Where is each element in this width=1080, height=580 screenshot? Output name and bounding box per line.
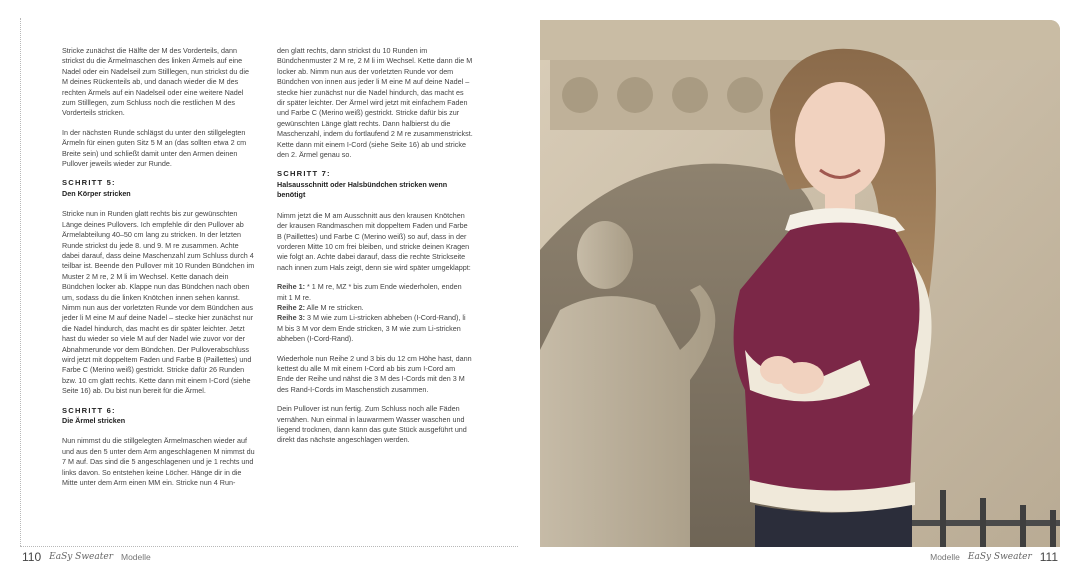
section-label: Modelle xyxy=(930,552,960,562)
row-label: Reihe 3: xyxy=(277,313,305,323)
model-photo xyxy=(540,20,1060,547)
step-title: Halsausschnitt oder Halsbündchen stricken wenn benötigt xyxy=(277,179,448,200)
row-text: * 1 M re, MZ * bis zum Ende wiederholen, enden mit 1 M re. xyxy=(277,282,462,302)
page-number: 110 xyxy=(22,550,42,564)
folio-left xyxy=(22,550,151,564)
photo-illustration xyxy=(540,20,1060,547)
step-heading: SCHRITT 5: xyxy=(62,178,116,188)
step-title: Den Körper stricken xyxy=(62,188,131,198)
paragraph: Nun nimmst du die stillgelegten Ärmelmaschen wieder auf und aus den 5 unter dem Arm angeschlagenen M nimmst du 7 M auf. Das sind die 5 angeschlagenen und je 1 rechts und links davon. So entstehen keine Löcher. Hänge dir in die Mitte unter dem Arm einen MM ein. Stricke nun 4 Run- xyxy=(62,436,255,488)
folio-right xyxy=(930,550,1058,564)
row-label: Reihe 1: xyxy=(277,282,305,292)
row-text: Alle M re stricken. xyxy=(304,302,364,312)
dotted-border-bottom xyxy=(20,546,518,547)
row-text: 3 M wie zum Li-stricken abheben (I-Cord-Rand), li M bis 3 M vor dem Ende stricken, 3 M wie zum Li-stricken abheben (I-Cord-Rand). xyxy=(277,313,466,344)
paragraph: Nimm jetzt die M am Ausschnitt aus den krausen Knötchen der krausen Randmaschen mit doppeltem Faden und Farbe B (Paillettes) und Farbe C (Merino weiß) so auf, dass in der vorderen Mitte 10 cm frei bleiben, und stricke deinen Kragen wie folgt an. Achte dabei darauf, dass die rechte Strickseite nach innen zum Hals zeigt, denn sie wird später umgeklappt: xyxy=(277,210,471,272)
paragraph: In der nächsten Runde schlägst du unter den stillgelegten Ärmeln für einen guten Sitz 5 M an (das sollten etwa 2 cm Breite sein) und schließt damit unter den Armen deinen Pullover jeweils wieder zur Runde. xyxy=(62,127,247,169)
step-heading: SCHRITT 6: xyxy=(62,405,116,415)
text-column-2 xyxy=(277,46,473,455)
paragraph: Wiederhole nun Reihe 2 und 3 bis du 12 cm Höhe hast, dann kettest du alle M mit einem I-Cord ab bis zum I-Cord am Ende der Reihe und nähst die 3 M des I-Cords mit den 3 M des Rand-I-Cords im Maschenstich zusammen. xyxy=(277,353,472,394)
cornice xyxy=(540,20,1060,60)
row-instructions xyxy=(277,282,473,344)
paragraph: Stricke nun in Runden glatt rechts bis zur gewünschten Länge deines Pullovers. Ich empfehle dir den Pullover ab Ärmelabteilung 40–50 cm lang zu stricken. In der letzten Runde strickst du jede 8. und 9. M re zusammen. Achte dabei darauf, dass deine Maschenzahl zum Schluss durch 4 teilbar ist. Beende den Pullover mit 10 Runden Bündchen im Muster 2 M re, 2 M li im Wechsel. Kette danach dein Bündchen locker ab. Klappe nun das Bündchen nach oben um, sodass du die linken Knötchen innen sehen kannst. Nimm nun aus der vorletzten Runde vor dem Bündchen aus jeder li M eine M auf deine Nadel – stecke hier zunächst nur die Nadel hindurch, das macht es dir später leichter. Jetzt hast du wieder so viele M auf der Nadel wie zuvor vor der Abnahmerunde vor dem Bündchen. Der Pulloverabschluss wird jetzt mit doppeltem Faden und Farbe B (Paillettes) und Farbe C (Merino weiß) gestrickt. Stricke dafür 26 Runden bzw. 10 cm glatt rechts. Kette dann mit einem I-Cord (siehe Seite 16) ab. Du bist nun bereit für die Ärmel. xyxy=(62,209,255,396)
row-label: Reihe 2: xyxy=(277,302,305,312)
step-heading: SCHRITT 7: xyxy=(277,169,331,179)
page-number: 111 xyxy=(1039,550,1058,564)
brand-logo: EaSy Sweater xyxy=(967,552,1032,562)
dotted-border-left xyxy=(20,18,21,546)
paragraph: Stricke zunächst die Hälfte der M des Vorderteils, dann strickst du die Ärmelmaschen des linken Ärmels auf eine Nadel oder ein Nadelseil zum Stilllegen, nun strickst du die M deines Rückenteils ab, und danach wieder die M des rechten Ärmels auf ein Nadelseil oder eine weitere Nadel zum Stilllegen, zum Schluss noch die restlichen M des Vorderteils stricken. xyxy=(62,46,249,118)
paragraph: den glatt rechts, dann strickst du 10 Runden im Bündchenmuster 2 M re, 2 M li im Wechsel. Kette dann die M locker ab. Nimm nun aus der vorletzten Runde vor dem Bündchen von innen aus jeder li M eine M auf deine Nadel – stecke hier zunächst nur die Nadel hindurch, das macht es dir später leichter. Der Ärmel wird jetzt mit einfachem Faden und Farbe C (Merino weiß) gestrickt. Stricke dafür bis zur gewünschten Länge glatt rechts. Dann halbierst du die Maschenzahl, indem du fortlaufend 2 M re zusammenstrickst. Kette dann mit einem I-Cord (siehe Seite 16) ab und stricke den 2. Ärmel genau so. xyxy=(277,46,473,160)
text-column-1 xyxy=(62,46,256,497)
step-title: Die Ärmel stricken xyxy=(62,416,126,425)
paragraph: Dein Pullover ist nun fertig. Zum Schluss noch alle Fäden vernähen. Nun einmal in lauwarmem Wasser waschen und liegend trocknen, dann kann das gute Stück ausgeführt und direkt das nächste angeschlagen werden. xyxy=(277,404,467,445)
brand-logo: EaSy Sweater xyxy=(49,552,113,562)
section-label: Modelle xyxy=(121,552,151,562)
